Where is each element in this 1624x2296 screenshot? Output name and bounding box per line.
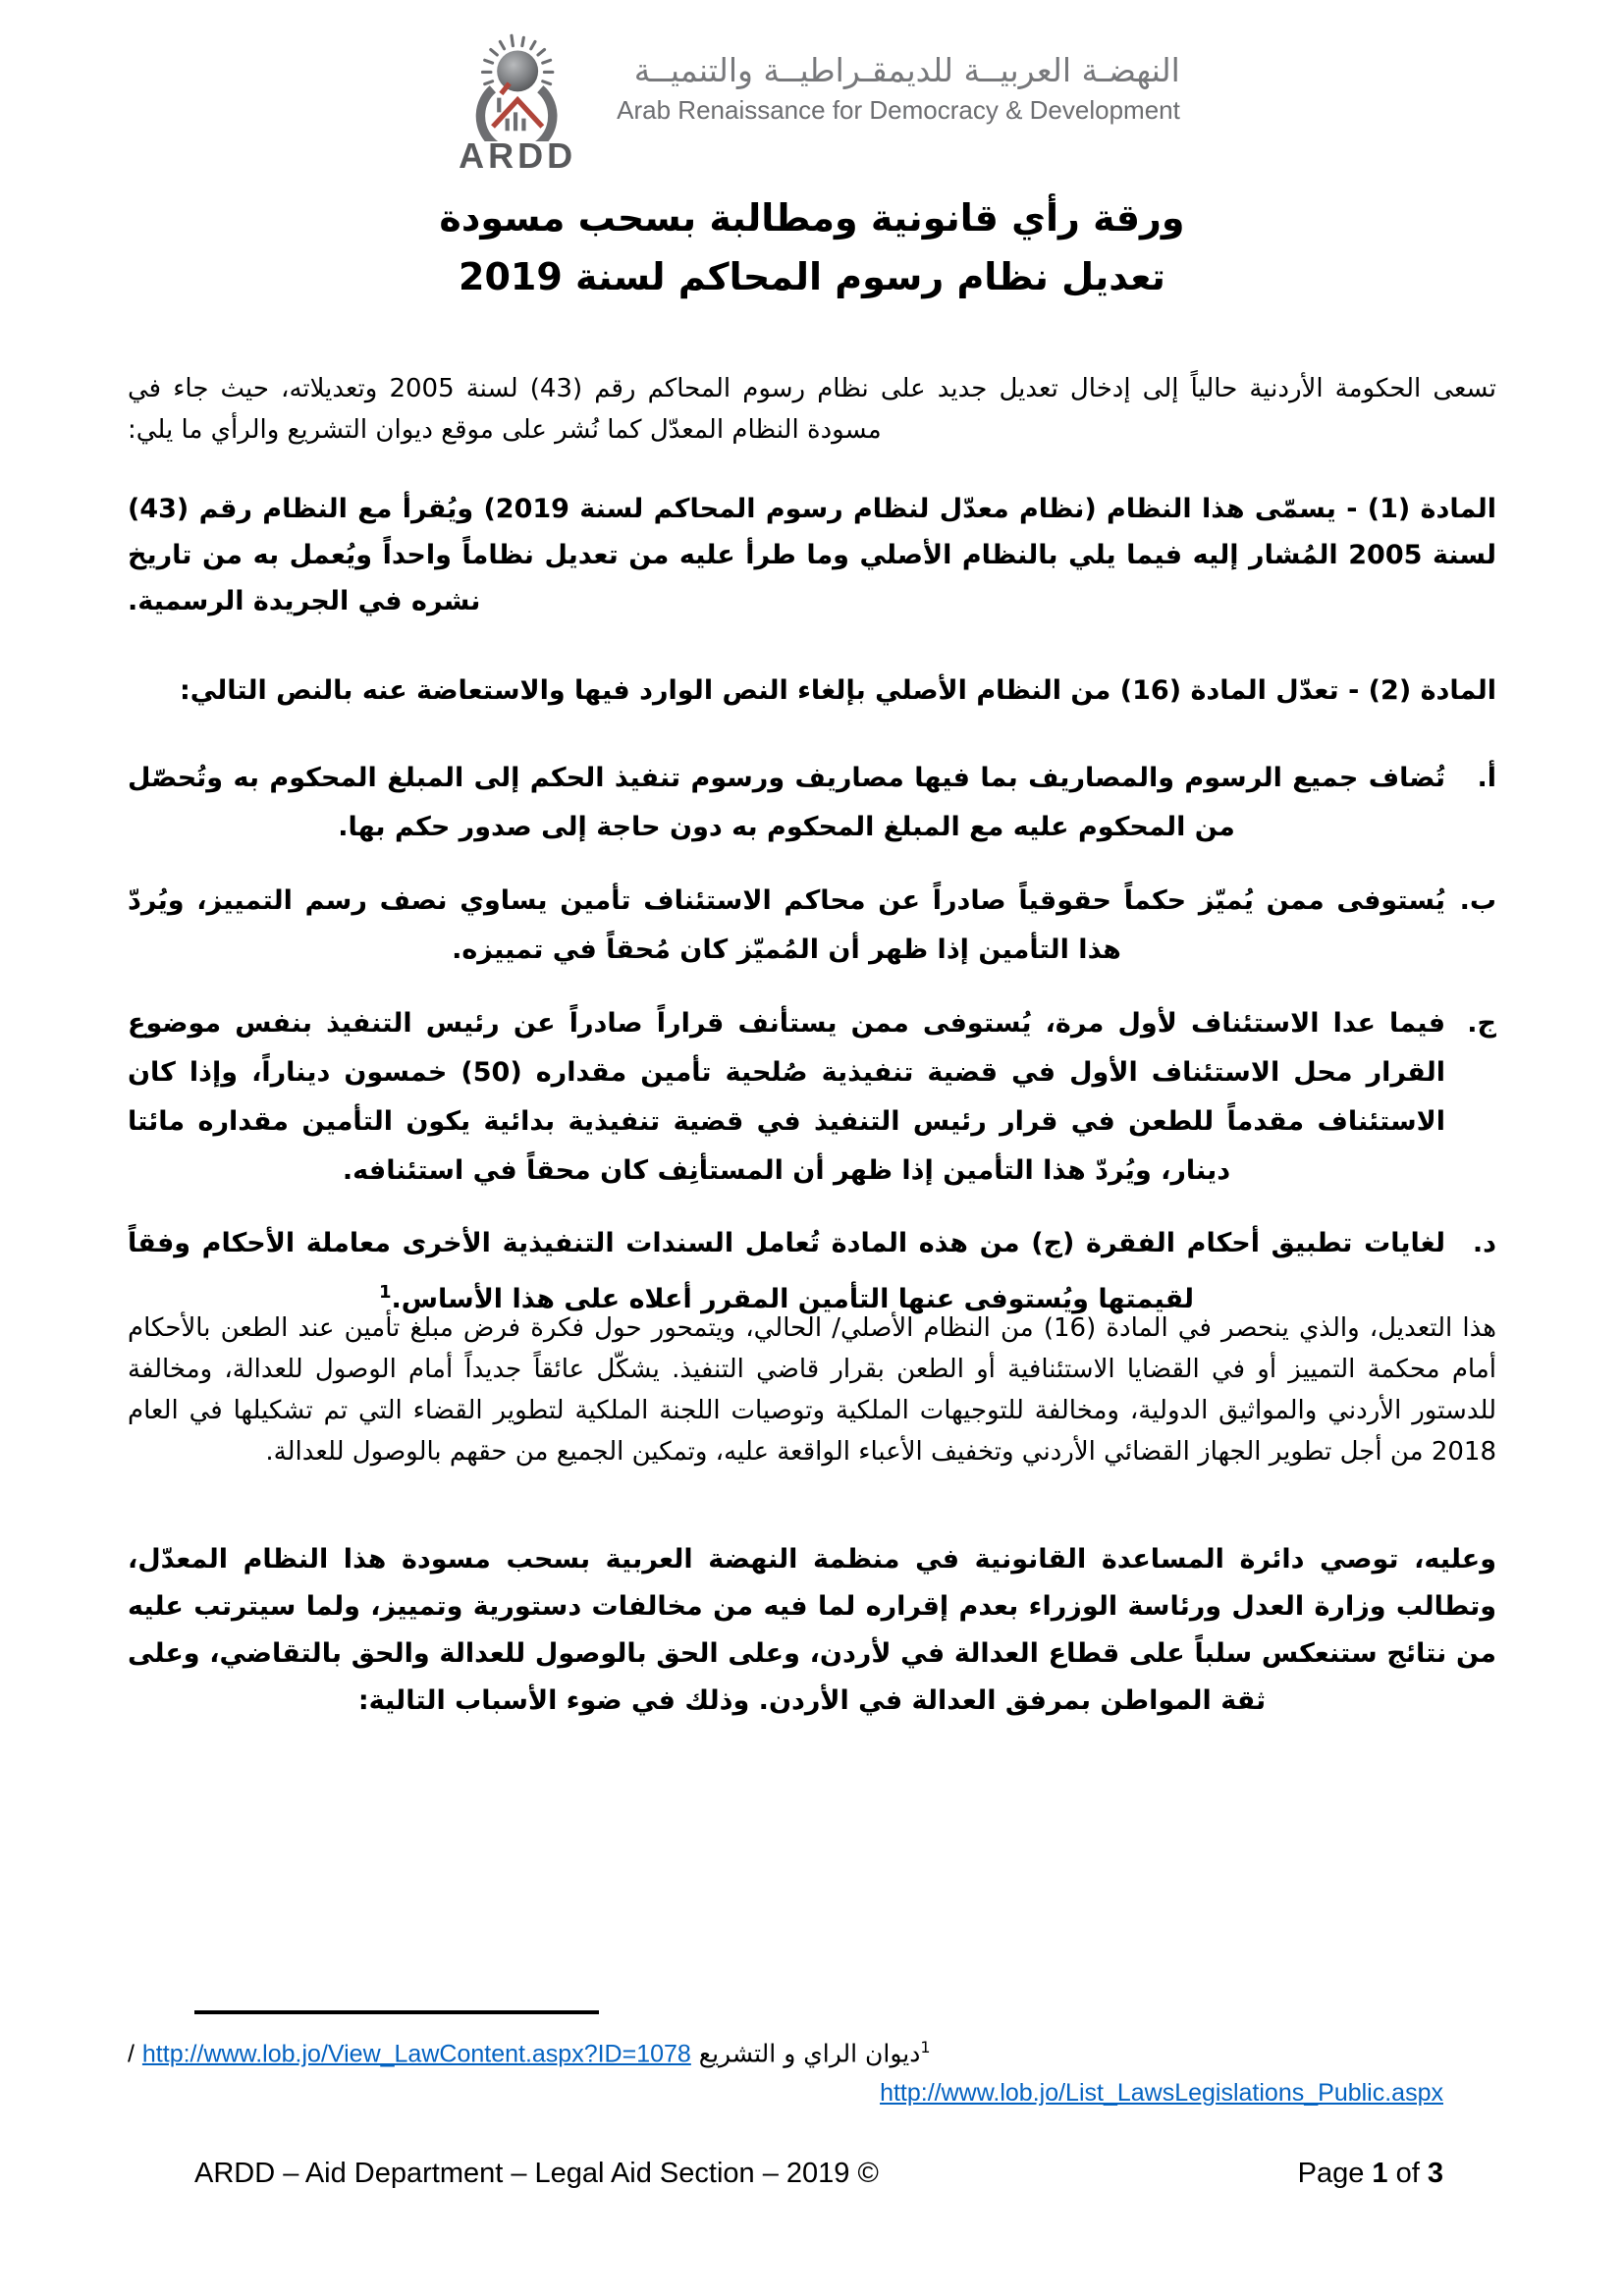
item-c-marker: ج. — [1467, 1008, 1496, 1039]
footnote-reference-1: 1 — [378, 1282, 392, 1303]
footnote-area — [128, 2028, 1496, 2112]
footnote-label: ديوان الراي و التشريع — [698, 2039, 921, 2068]
footnote-separator-rule — [194, 2010, 599, 2014]
page-number: 1 — [1372, 2158, 1388, 2189]
footnote-slash: / — [128, 2040, 135, 2068]
logo-english-name: Arab Renaissance for Democracy & Development — [617, 95, 1180, 125]
item-d-body: لغايات تطبيق أحكام الفقرة (ج) من هذه المادة تُعامل السندات التنفيذية الأخرى معاملة الأحكام وفقاً لقيمتها ويُستوفى عنها التأمين المقرر أعلاه على هذا الأساس. — [128, 1228, 1445, 1314]
ardd-sun-arch-icon — [454, 26, 581, 141]
logo-names — [617, 26, 1180, 126]
org-logo — [444, 26, 1180, 177]
footnote-line-2 — [128, 2073, 1443, 2112]
document-title — [128, 188, 1496, 306]
page-word: Page — [1297, 2158, 1365, 2189]
of-word: of — [1395, 2158, 1420, 2189]
logo-icon-column — [444, 26, 591, 177]
list-item-c — [128, 999, 1496, 1196]
title-line-2: تعديل نظام رسوم المحاكم لسنة 2019 — [459, 255, 1165, 298]
item-d-marker: د. — [1472, 1228, 1496, 1258]
list-item-b — [128, 877, 1496, 975]
footnote-line-1 — [128, 2028, 1443, 2073]
analysis-paragraph: هذا التعديل، والذي ينحصر في المادة (16) من النظام الأصلي/ الحالي، ويتمحور حول فكرة فرض مبلغ تأمين عند الطعن بالأحكام أمام محكمة التمييز أو في القضايا الاستئنافية أو الطعن بقرار قاضي التنفيذ. يشكّل عائقاً جديداً أمام الوصول للعدالة، ومخالفة للدستور الأردني والمواثيق الدولية، ومخالفة للتوجيهات الملكية وتوصيات اللجنة الملكية لتطوير القضاء التي تم تشكيلها في العام 2018 من أجل تطوير الجهاز القضائي الأردني وتخفيف الأعباء الواقعة عليه، وتمكين الجميع من حقهم بالوصول للعدالة. — [128, 1313, 1497, 1467]
footnote-link-2[interactable]: http://www.lob.jo/List_LawsLegislations_Public.aspx — [880, 2079, 1443, 2108]
list-item-a — [128, 754, 1496, 852]
article-2-paragraph: المادة (2) - تعدّل المادة (16) من النظام الأصلي بإلغاء النص الوارد فيها والاستعاضة عنه بالنص التالي: — [179, 675, 1496, 706]
footnote-marker-1: 1 — [920, 2038, 931, 2056]
page-footer — [128, 2158, 1496, 2190]
logo-abbr-text: ARDD — [459, 135, 577, 176]
intro-paragraph: تسعى الحكومة الأردنية حالياً إلى إدخال تعديل جديد على نظام رسوم المحاكم رقم (43) لسنة 2005 وتعديلاته، حيث جاء في مسودة النظام المعدّل كما نُشر على موقع ديوان التشريع والرأي ما يلي: — [128, 374, 1496, 445]
item-b-text: يُستوفى ممن يُميّز حكماً حقوقياً صادراً عن محاكم الاستئناف تأمين يساوي نصف رسم التمييز، ويُردّ هذا التأمين إذا ظهر أن المُميّز كان مُحقاً في تمييزه. — [128, 885, 1445, 965]
item-a-marker: أ. — [1477, 763, 1496, 793]
footer-left-text: ARDD – Aid Department – Legal Aid Section – 2019 © — [194, 2158, 879, 2189]
page-number-indicator — [1298, 2158, 1443, 2190]
page-total: 3 — [1427, 2158, 1443, 2189]
item-b-marker: ب. — [1459, 885, 1496, 916]
item-a-text: تُضاف جميع الرسوم والمصاريف بما فيها مصاريف ورسوم تنفيذ الحكم إلى المبلغ المحكوم به وتُحصّل من المحكوم عليه مع المبلغ المحكوم به دون حاجة إلى صدور حكم بها. — [128, 763, 1445, 842]
logo-arabic-name: النهضـة العربيــة للديمقـراطيــة والتنميــة — [633, 51, 1180, 89]
item-c-text: فيما عدا الاستئناف لأول مرة، يُستوفى ممن يستأنف قراراً صادراً عن رئيس التنفيذ بنفس موضوع القرار محل الاستئناف الأول في قضية تنفيذية صُلحية تأمين مقداره (50) خمسون ديناراً، وإذا كان الاستئناف مقدماً للطعن في قرار رئيس التنفيذ في قضية تنفيذية بدائية يكون التأمين مقداره مائتا دينار، ويُردّ هذا التأمين إذا ظهر أن المستأنِف كان محقاً في استئنافه. — [128, 1008, 1445, 1186]
title-line-1: ورقة رأي قانونية ومطالبة بسحب مسودة — [439, 196, 1185, 240]
footnote-link-1[interactable]: http://www.lob.jo/View_LawContent.aspx?ID=1078 — [141, 2040, 691, 2068]
article-1-paragraph: المادة (1) - يسمّى هذا النظام (نظام معدّل لنظام رسوم المحاكم لسنة 2019) ويُقرأ مع النظام رقم (43) لسنة 2005 المُشار إليه فيما يلي بالنظام الأصلي وما طرأ عليه من تعديل نظاماً واحداً ويُعمل به من تاريخ نشره في الجريدة الرسمية. — [128, 494, 1496, 616]
recommendation-paragraph: وعليه، توصي دائرة المساعدة القانونية في منظمة النهضة العربية بسحب مسودة هذا النظام المعدّل، وتطالب وزارة العدل ورئاسة الوزراء بعدم إقراره لما فيه من مخالفات دستورية وتمييز، ولما سيترتب عليه من نتائج ستنعكس سلباً على قطاع العدالة في لأردن، وعلى الحق بالوصول للعدالة والحق بالتقاضي، وعلى ثقة المواطن بمرفق العدالة في الأردن. وذلك في ضوء الأسباب التالية: — [128, 1544, 1496, 1716]
